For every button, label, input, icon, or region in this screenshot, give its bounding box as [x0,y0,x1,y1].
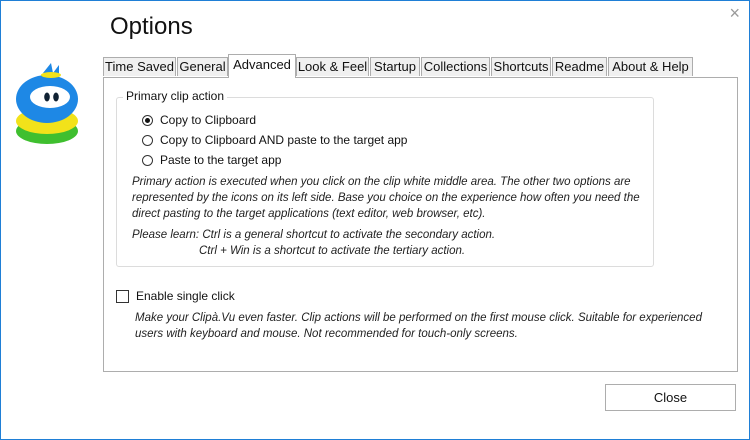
checkbox-label: Enable single click [136,289,235,303]
radio-label: Paste to the target app [160,153,282,167]
tab-look-and-feel[interactable]: Look & Feel [297,59,368,74]
description-line: direct pasting to the target applications (text editor, web browser, etc). [132,208,486,220]
clipavu-logo-icon [13,61,81,147]
tab-advanced[interactable]: Advanced [228,54,296,78]
single-click-description [135,310,702,342]
description-line: users with keyboard and mouse. Not recommended for touch-only screens. [135,328,518,340]
shortcut-hint-line: Please learn: Ctrl is a general shortcut to activate the secondary action. [132,229,496,241]
primary-clip-legend: Primary clip action [123,89,227,103]
tab-time-saved[interactable]: Time Saved [103,57,176,76]
close-button[interactable]: Close [605,384,736,411]
shortcut-hint-line: Ctrl + Win is a shortcut to activate the tertiary action. [199,245,466,257]
description-line: Make your Clipà.Vu even faster. Clip actions will be performed on the first mouse click. Suitable for experienced [135,312,702,324]
primary-action-description [132,174,640,222]
window-title: Options [110,13,193,40]
tab-startup[interactable]: Startup [370,57,420,76]
tab-general[interactable]: General [177,57,228,76]
enable-single-click-checkbox[interactable] [116,289,235,303]
close-icon[interactable]: × [729,3,740,23]
tab-readme[interactable]: Readme [552,57,607,76]
radio-copy-to-clipboard[interactable] [142,112,256,128]
radio-label: Copy to Clipboard [160,113,257,127]
radio-button[interactable] [142,155,153,166]
radio-button[interactable] [142,115,153,126]
radio-paste-to-target[interactable] [142,152,281,168]
tab-collections[interactable]: Collections [421,57,490,76]
tab-shortcuts[interactable]: Shortcuts [491,57,551,76]
tab-about-and-help[interactable]: About & Help [608,57,693,76]
description-line: Primary action is executed when you click on the clip white middle area. The other two options are [132,176,631,188]
radio-label: Copy to Clipboard AND paste to the target app [160,133,408,147]
radio-copy-and-paste[interactable] [142,132,407,148]
radio-button[interactable] [142,135,153,146]
description-line: represented by the icons on its left side. Base you choice on the experience how often you need the [132,192,640,204]
checkbox-box[interactable] [116,290,129,303]
